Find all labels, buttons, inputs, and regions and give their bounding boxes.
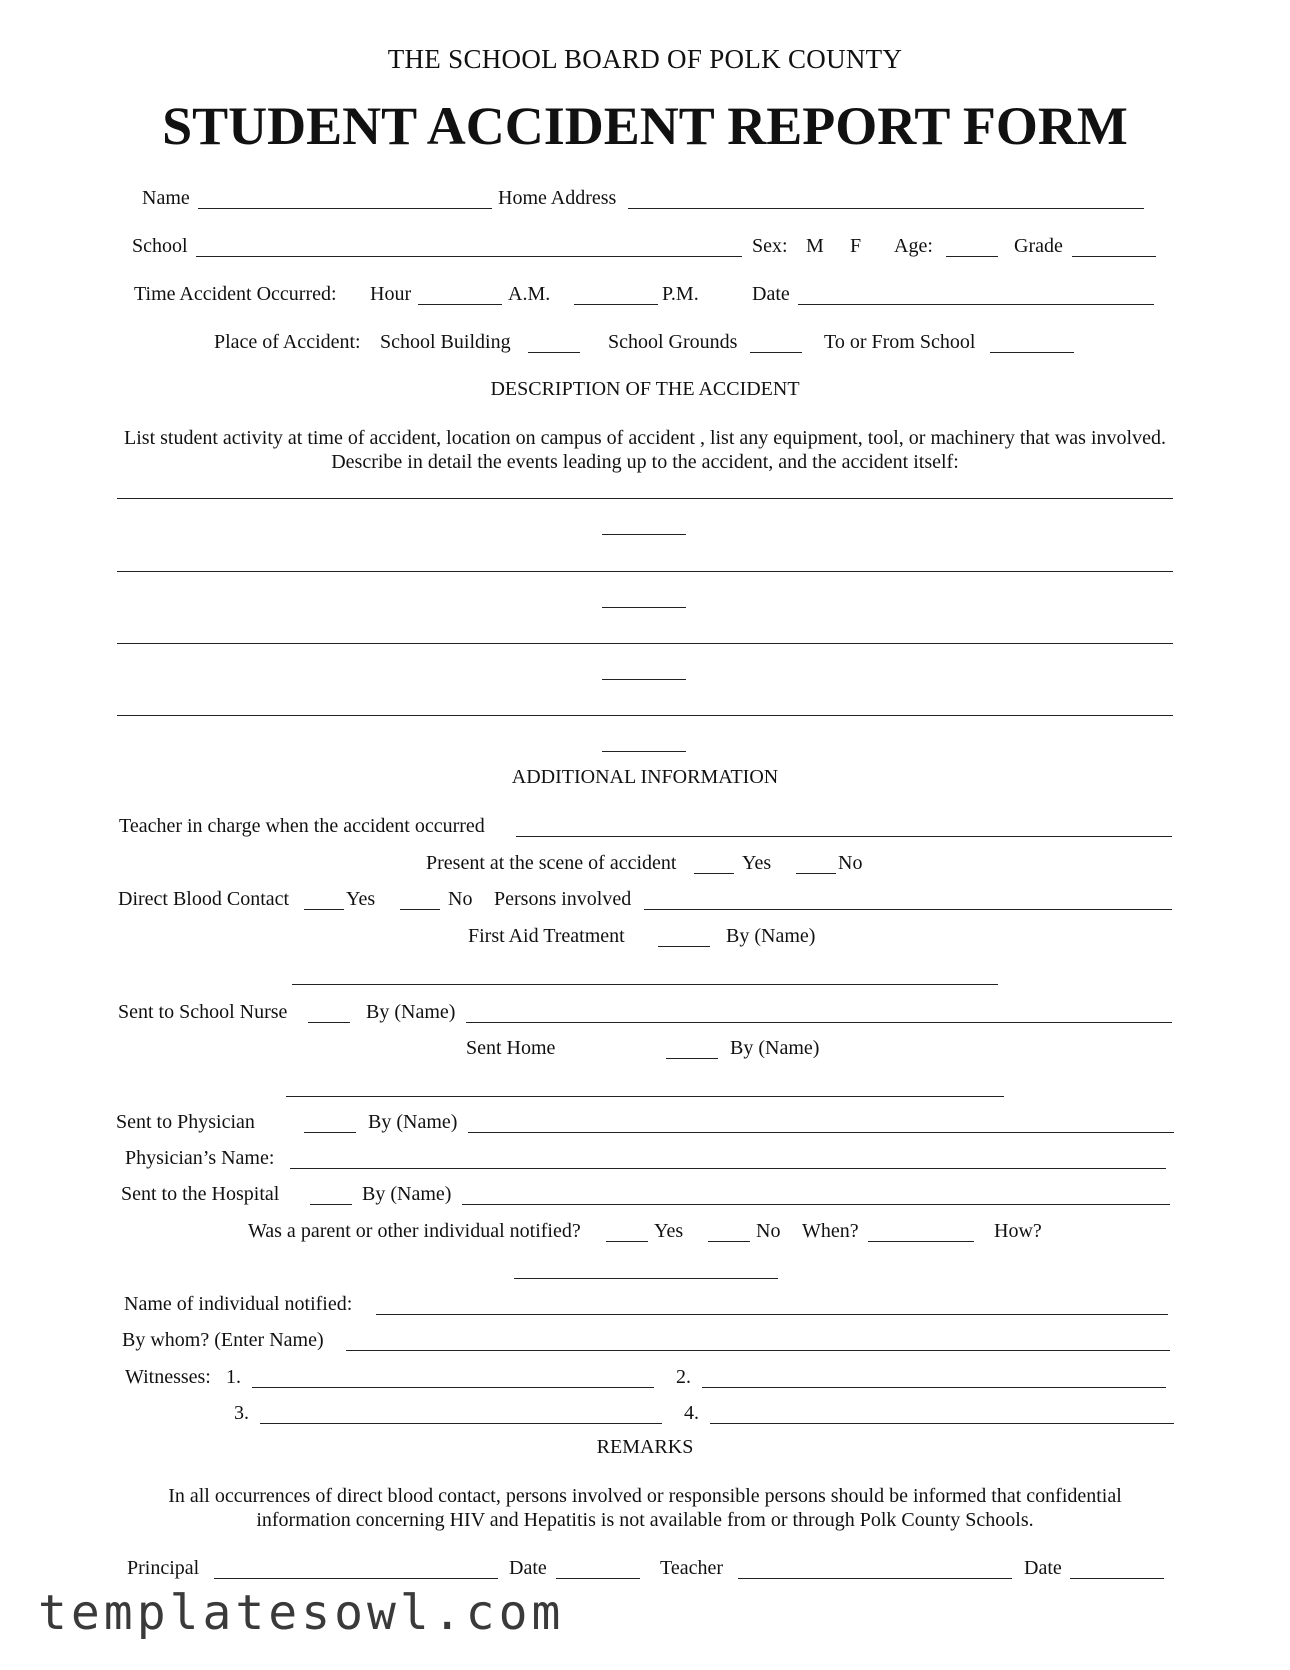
present-no-label: No (838, 852, 863, 874)
hour-label: Hour (370, 283, 412, 305)
age-field[interactable] (946, 256, 998, 257)
witness-2-label: 2. (676, 1366, 691, 1388)
school-grounds-field[interactable] (750, 352, 802, 353)
grade-field[interactable] (1072, 256, 1156, 257)
physician-by-label: By (Name) (368, 1111, 458, 1133)
name-field[interactable] (198, 208, 492, 209)
when-field[interactable] (868, 1241, 974, 1242)
principal-date-label: Date (509, 1557, 547, 1579)
witness-1-field[interactable] (252, 1387, 654, 1388)
age-label: Age: (894, 235, 933, 257)
school-grounds-label: School Grounds (608, 331, 738, 353)
sex-f-option[interactable]: F (850, 235, 862, 257)
hospital-by-label: By (Name) (362, 1183, 452, 1205)
persons-involved-label: Persons involved (494, 888, 632, 910)
witness-3-field[interactable] (260, 1423, 662, 1424)
school-nurse-by-field[interactable] (466, 1022, 1172, 1023)
principal-date-field[interactable] (556, 1578, 640, 1579)
by-whom-label: By whom? (Enter Name) (122, 1329, 324, 1351)
parent-yes-label: Yes (654, 1220, 684, 1242)
first-aid-field[interactable] (658, 946, 710, 947)
teacher-signature-field[interactable] (738, 1578, 1012, 1579)
teacher-in-charge-field[interactable] (516, 836, 1172, 837)
hour-pm-field[interactable] (574, 304, 658, 305)
description-line[interactable] (117, 571, 1173, 572)
principal-signature-field[interactable] (214, 1578, 498, 1579)
organization-name: THE SCHOOL BOARD OF POLK COUNTY (387, 44, 903, 74)
blood-no-label: No (448, 888, 473, 910)
first-aid-by-field[interactable] (292, 984, 998, 985)
description-line[interactable] (117, 715, 1173, 716)
date-label: Date (752, 283, 790, 305)
first-aid-label: First Aid Treatment (468, 925, 625, 947)
how-label: How? (994, 1220, 1042, 1242)
school-label: School (132, 235, 188, 257)
sent-home-by-field[interactable] (286, 1096, 1004, 1097)
hospital-field[interactable] (310, 1204, 352, 1205)
description-line-short[interactable] (602, 607, 686, 608)
home-address-label: Home Address (498, 187, 617, 209)
form-title: STUDENT ACCIDENT REPORT FORM (162, 96, 1128, 156)
description-instructions: List student activity at time of accident, location on campus of accident , list any equipment, tool, or machinery that was involved. Describe in detail the events leading up to the accident, and the accident itself: (124, 427, 1166, 473)
to-from-school-label: To or From School (824, 331, 976, 353)
am-label: A.M. (508, 283, 551, 305)
witness-4-field[interactable] (710, 1423, 1174, 1424)
teacher-label: Teacher (660, 1557, 723, 1579)
additional-info-heading: ADDITIONAL INFORMATION (511, 766, 779, 788)
sent-home-label: Sent Home (466, 1037, 556, 1059)
date-field[interactable] (798, 304, 1154, 305)
witness-2-field[interactable] (702, 1387, 1166, 1388)
teacher-date-field[interactable] (1070, 1578, 1164, 1579)
principal-label: Principal (127, 1557, 200, 1579)
by-whom-field[interactable] (346, 1350, 1170, 1351)
sent-home-by-label: By (Name) (730, 1037, 820, 1059)
school-building-field[interactable] (528, 352, 580, 353)
school-nurse-by-label: By (Name) (366, 1001, 456, 1023)
present-no-field[interactable] (796, 873, 836, 874)
witness-4-label: 4. (684, 1402, 699, 1424)
persons-involved-field[interactable] (644, 909, 1172, 910)
first-aid-by-label: By (Name) (726, 925, 816, 947)
individual-notified-label: Name of individual notified: (124, 1293, 353, 1315)
parent-no-field[interactable] (708, 1241, 750, 1242)
home-address-field[interactable] (628, 208, 1144, 209)
description-heading: DESCRIPTION OF THE ACCIDENT (490, 378, 800, 400)
physician-field[interactable] (304, 1132, 356, 1133)
physician-name-label: Physician’s Name: (125, 1147, 275, 1169)
blood-no-field[interactable] (400, 909, 440, 910)
physician-name-field[interactable] (290, 1168, 1166, 1169)
parent-no-label: No (756, 1220, 781, 1242)
sent-home-field[interactable] (666, 1058, 718, 1059)
school-nurse-field[interactable] (308, 1022, 350, 1023)
to-from-school-field[interactable] (990, 352, 1074, 353)
school-field[interactable] (196, 256, 742, 257)
teacher-in-charge-label: Teacher in charge when the accident occurred (119, 815, 485, 837)
hospital-by-field[interactable] (462, 1204, 1170, 1205)
individual-notified-field[interactable] (376, 1314, 1168, 1315)
physician-label: Sent to Physician (116, 1111, 255, 1133)
parent-notified-label: Was a parent or other individual notified? (248, 1220, 581, 1242)
grade-label: Grade (1014, 235, 1063, 257)
hospital-label: Sent to the Hospital (121, 1183, 280, 1205)
description-line-short[interactable] (602, 751, 686, 752)
witness-1-label: 1. (226, 1366, 241, 1388)
sex-m-option[interactable]: M (806, 235, 824, 257)
time-label: Time Accident Occurred: (134, 283, 337, 305)
description-line-short[interactable] (602, 534, 686, 535)
description-line[interactable] (117, 643, 1173, 644)
physician-by-field[interactable] (468, 1132, 1174, 1133)
description-line-short[interactable] (602, 679, 686, 680)
present-yes-field[interactable] (694, 873, 734, 874)
teacher-date-label: Date (1024, 1557, 1062, 1579)
sex-label: Sex: (752, 235, 788, 257)
school-nurse-label: Sent to School Nurse (118, 1001, 288, 1023)
blood-yes-field[interactable] (304, 909, 344, 910)
how-field[interactable] (514, 1278, 778, 1279)
present-yes-label: Yes (742, 852, 772, 874)
hour-am-field[interactable] (418, 304, 502, 305)
name-label: Name (142, 187, 190, 209)
description-line[interactable] (117, 498, 1173, 499)
when-label: When? (802, 1220, 859, 1242)
pm-label: P.M. (662, 283, 699, 305)
present-at-scene-label: Present at the scene of accident (426, 852, 677, 874)
blood-contact-label: Direct Blood Contact (118, 888, 290, 910)
parent-yes-field[interactable] (606, 1241, 648, 1242)
watermark: templatesowl.com (38, 1585, 565, 1641)
school-building-label: School Building (380, 331, 511, 353)
place-label: Place of Accident: (214, 331, 361, 353)
blood-yes-label: Yes (346, 888, 376, 910)
remarks-text: In all occurrences of direct blood contact, persons involved or responsible persons should be informed that confidential information concerning HIV and Hepatitis is not available from or through Polk County Schools. (168, 1485, 1122, 1531)
witnesses-label: Witnesses: (125, 1366, 211, 1388)
remarks-heading: REMARKS (596, 1436, 694, 1458)
witness-3-label: 3. (234, 1402, 249, 1424)
